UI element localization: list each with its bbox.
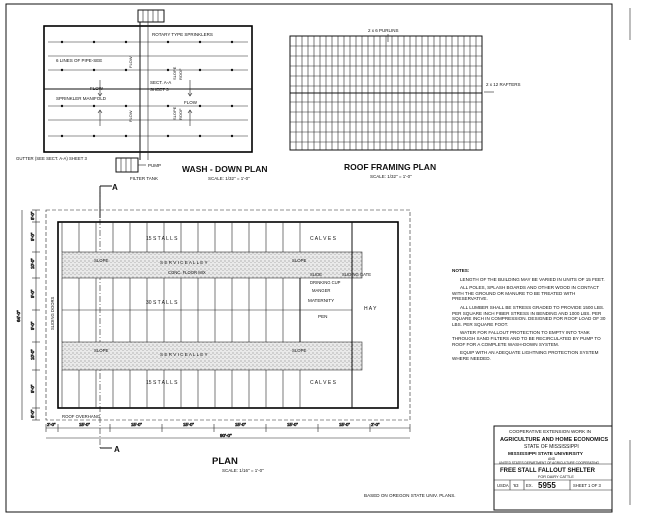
sliding-gate: SLIDING GATE [342,272,372,277]
dim-label: 8'-0" [30,409,35,418]
dim-label: 9'-0" [30,232,35,241]
general-notes [452,268,612,364]
pump-symbol [116,158,138,172]
alley-south: S E R V I C E A L L E Y [160,352,208,357]
label-rotary: ROTARY TYPE SPRINKLERS [152,32,213,37]
roof-framing-plan [290,28,521,179]
tb-drawing-title: FREE STALL FALLOUT SHELTER [500,468,595,474]
footer-note: BASED ON OREGON STATE UNIV. PLANS. [364,493,456,498]
stalls-bot: 15 S T A L L S [146,380,178,386]
dim-label: 2'-0" [371,422,380,427]
dim-label: 15'-0" [183,422,194,427]
label-lines: 6 LINES OF PIPE-SEE [56,58,103,63]
dim-label: 8'-0" [30,211,35,220]
note-item: WATER FOR FALLOUT PROTECTION TO EMPTY INTO TANK THROUGH SAND FILTERS AND TO BE RECIRCULATED BY PUMP TO ROOF FOR A COMPLETE WASH-DOWN SYSTEM. [452,330,601,347]
label-flow: FLOW [128,110,133,122]
tb-line4: MISSISSIPPI STATE UNIVERSITY [508,452,583,457]
dim-label: 2'-0" [47,422,56,427]
label-slope: SLOPE [172,106,177,120]
tb-usda: USDA [497,483,509,488]
label-flow: FLOW [128,56,133,68]
dim-total: 90'-0" [220,433,232,438]
tb-subtitle: FOR DAIRY CATTLE [538,475,574,479]
dimension-left [16,210,40,420]
dim-label: 15'-0" [287,422,298,427]
label-roof: ROOF [178,68,183,80]
label-roof: ROOF [178,108,183,120]
calves-bot: C A L V E S [310,380,336,386]
note-item: ALL POLES, SPLASH BOARDS AND OTHER WOOD IN CONTACT WITH THE GROUND OR MANURE TO BE TREATED WITH PRESERVATIVE. [452,285,600,302]
stalls-top: 15 S T A L L S [146,236,178,242]
label-sect: SECT. A-A [150,80,172,85]
dim-label: 10'-0" [30,349,35,360]
maternity: MATERNITY [308,298,335,303]
label-sheet: SHEET 3 [150,87,169,92]
note-item: ALL LUMBER SHALL BE STRESS GRADED TO PROVIDE 1500 LBS. PER SQUARE INCH FIBER STRESS IN BENDING AND 1000 LBS. PER SQUARE INCH IN COMPRESSION. DESIGNED FOR ROOF LOAD OF 30 LBS. PER SQUARE FOOT. [452,304,606,327]
tb-ex-label: EX. [526,483,533,488]
building-outline [58,222,398,408]
drinking-cup: DRINKING CUP [310,280,341,285]
tb-line1: COOPERATIVE EXTENSION WORK IN [509,429,592,434]
dim-left-total: 64'-0" [16,310,21,322]
slope: SLOPE [292,348,307,353]
slide: SLIDE [310,272,323,277]
tb-line6: UNITED STATES DEPARTMENT OF AGRICULTURE COOPERATING [499,461,599,465]
service-alley-south [62,342,362,370]
note-item: EQUIP WITH AN ADEQUATE LIGHTNING PROTECTION SYSTEM WHERE NEEDED. [452,350,599,361]
label-rafters: 2 x 12 RAFTERS [486,82,521,87]
dim-label: 15'-0" [79,422,90,427]
dim-label: 10'-0" [30,258,35,269]
dim-label: 15'-0" [339,422,350,427]
label-flow: FLOW [184,100,197,105]
label-purlins: 2 x 6 PURLINS [368,28,399,33]
label-manifold: SPRINKLER MANIFOLD [56,96,107,101]
label-gutter: GUTTER (SEE SECT. A-A) SHEET 3 [16,156,87,161]
notes-heading: NOTES: [452,268,470,273]
roof-overhang-outline [46,210,410,420]
washdown-scale: SCALE: 1/32" = 1'-0" [208,176,250,181]
tb-year: '63 [513,483,519,488]
label-flow: FLOW [90,86,103,91]
plan-title: PLAN [212,456,238,467]
roof-overhang: ROOF OVERHANG [62,414,101,419]
stall-dividers [62,222,300,408]
slope: SLOPE [94,258,109,263]
roof-scale: SCALE: 1/32" = 1'-0" [370,174,412,179]
dim-label: 9'-0" [30,321,35,330]
washdown-title: WASH - DOWN PLAN [182,164,268,174]
slope: SLOPE [292,258,307,263]
tb-line5: AND [548,457,556,461]
dim-label: 9'-0" [30,384,35,393]
pen: PEN [318,314,328,319]
title-block [494,426,612,510]
section-mark: A [112,183,118,192]
washdown-plan [16,10,267,218]
plan-scale: SCALE: 1/16" = 1'-0" [222,468,264,473]
dim-label: 15'-0" [235,422,246,427]
dimension-bottom [46,422,410,438]
note-item: LENGTH OF THE BUILDING MAY BE VARIED IN UNITS OF 15 FEET. [460,276,605,282]
label-slope: SLOPE [172,66,177,80]
manger: MANGER [312,288,331,293]
sliding-doors: SLIDING DOORS [50,296,55,330]
label-filter: FILTER TANK [130,176,159,181]
dim-label: 15'-0" [131,422,142,427]
floor-plan [16,183,410,473]
tb-line3: STATE OF MISSISSIPPI [524,444,579,450]
calves-top: C A L V E S [310,236,336,242]
tb-line2: AGRICULTURE AND HOME ECONOMICS [500,437,609,443]
tb-ex-number: 5955 [538,481,556,490]
stalls-mid: 30 S T A L L S [146,300,178,306]
roof-title: ROOF FRAMING PLAN [344,162,437,172]
tank-symbol [138,10,164,22]
tb-sheet: SHEET 1 OF 3 [573,483,601,488]
hay: H A Y [364,306,377,312]
label-pump: PUMP [148,163,162,168]
section-mark: A [114,445,120,454]
conc-floor: CONC. FLOOR MIX [168,270,206,275]
slope: SLOPE [94,348,109,353]
dim-label: 9'-0" [30,289,35,298]
alley-north: S E R V I C E A L L E Y [160,260,208,265]
